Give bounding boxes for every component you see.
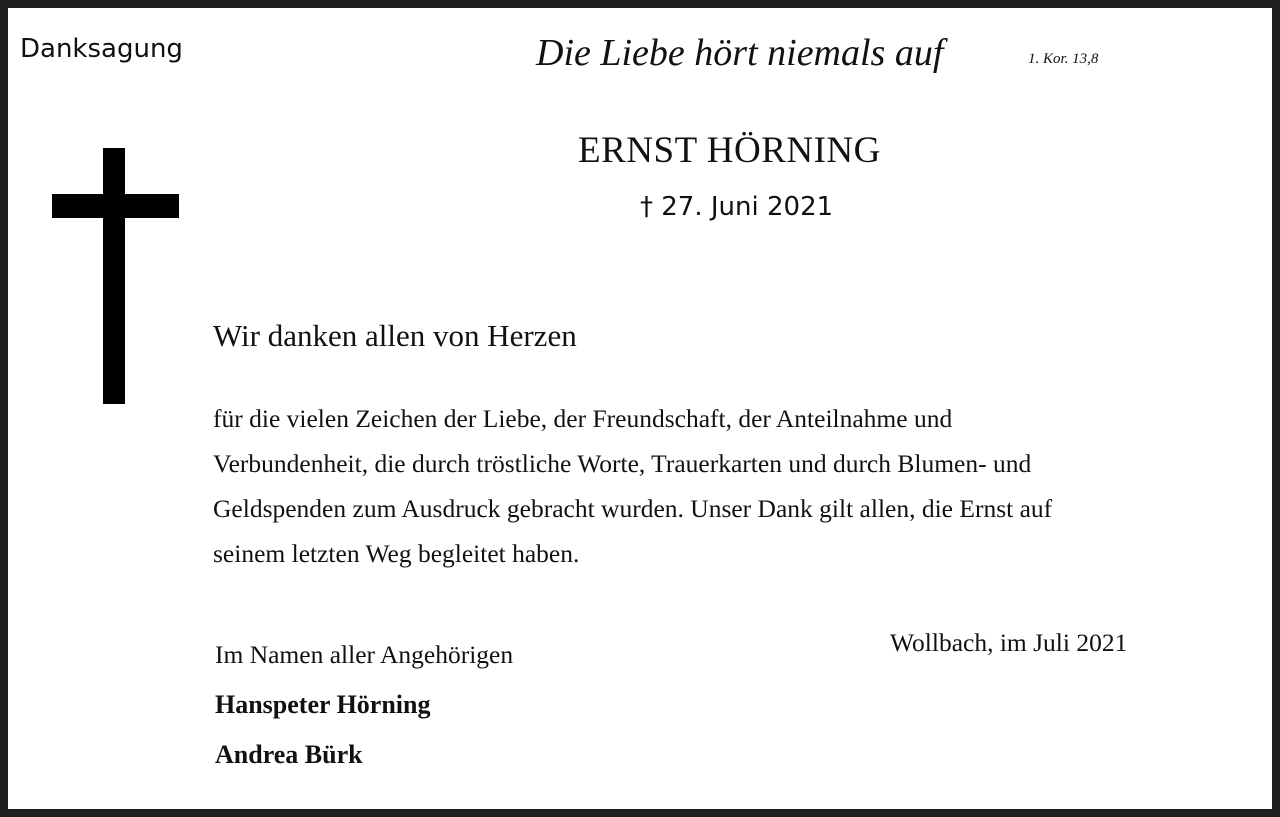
signer-name: Andrea Bürk <box>215 740 363 769</box>
thanks-heading: Wir danken allen von Herzen <box>213 318 577 353</box>
body-line: Geldspenden zum Ausdruck gebracht wurden. Unser Dank gilt allen, die Ernst auf <box>213 494 1053 523</box>
signer-name: Hanspeter Hörning <box>215 690 431 719</box>
body-line: Verbundenheit, die durch tröstliche Worte, Trauerkarten und durch Blumen- und <box>213 449 1032 478</box>
notice-type-label: Danksagung <box>20 34 183 64</box>
cross-vertical-bar <box>103 148 125 404</box>
signoff-line: Im Namen aller Angehörigen <box>215 640 514 669</box>
body-line: seinem letzten Weg begleitet haben. <box>213 539 580 568</box>
death-date: † 27. Juni 2021 <box>640 192 834 222</box>
body-line: für die vielen Zeichen der Liebe, der Freundschaft, der Anteilnahme und <box>213 404 953 433</box>
deceased-name: ERNST HÖRNING <box>578 130 881 171</box>
thanks-body <box>213 396 1243 576</box>
cross-horizontal-bar <box>52 194 179 218</box>
place-date: Wollbach, im Juli 2021 <box>890 628 1128 657</box>
verse-reference: 1. Kor. 13,8 <box>1028 51 1099 67</box>
motto-quote: Die Liebe hört niemals auf <box>536 32 944 74</box>
